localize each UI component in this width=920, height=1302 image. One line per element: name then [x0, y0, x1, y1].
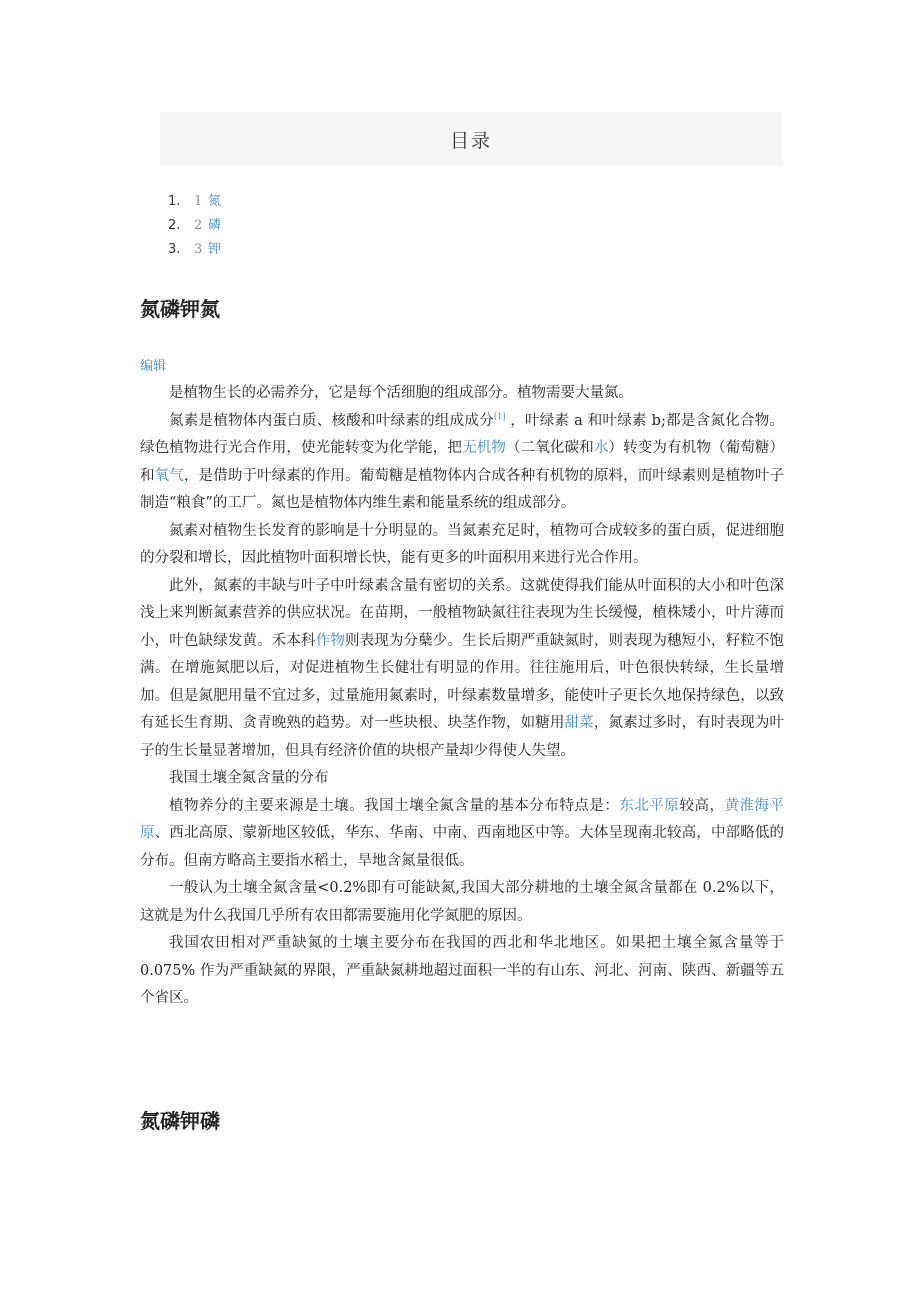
toc-title: 目录 — [449, 130, 492, 152]
text: ，叶绿素 a 和叶绿素 b;都是含氮化合物。绿色植物进行光合作用，使光能转变为化学能，把 — [140, 412, 785, 456]
section-heading-nitrogen: 氮磷钾氮 — [140, 297, 220, 321]
toc-item-number: 3. — [168, 242, 181, 257]
link-crops[interactable]: 作物 — [315, 632, 345, 649]
toc-link-potassium[interactable]: 钾 — [208, 242, 222, 257]
text: ，是借助于叶绿素的作用。葡萄糖是植物体内合成各种有机物的原料，而叶绿素则是植物叶子制造“粮食”的工厂。氮也是植物体内维生素和能量系统的组成部分。 — [140, 467, 784, 511]
toc-item-3[interactable] — [168, 238, 221, 262]
paragraph-2 — [140, 408, 784, 518]
text: 此外，氮素的丰缺与叶子中叶绿素含量有密切的关系。这就使得我们能从叶面积的大小和叶色深浅上来判断氮素营养的供应状况。在苗期，一般植物缺氮往往表现为生长缓慢，植株矮小，叶片薄而小，叶色缺绿发黄。禾本科 — [140, 577, 784, 649]
paragraph-5: 我国土壤全氮含量的分布 — [169, 770, 329, 786]
paragraph-1: 是植物生长的必需养分，它是每个活细胞的组成部分。植物需要大量氮。 — [169, 385, 633, 401]
edit-link[interactable]: 编辑 — [140, 359, 167, 374]
text: ，氮素过多时，有时表现为叶子的生长量显著增加，但具有经济价值的块根产量却少得使人失望。 — [140, 715, 785, 759]
link-inorganic[interactable]: 无机物 — [462, 440, 506, 456]
toc-item-1[interactable] — [168, 190, 221, 214]
text: 较高， — [679, 797, 725, 814]
paragraph-3: 氮素对植物生长发育的影响是十分明显的。当氮素充足时，植物可合成较多的蛋白质，促进细胞的分裂和增长，因此植物叶面积增长快，能有更多的叶面积用来进行光合作用。 — [140, 522, 784, 566]
toc-item-number: 1. — [168, 194, 181, 209]
text: 、西北高原、蒙新地区较低，华东、华南、中南、西南地区中等。大体呈现南北较高，中部略低的分布。但南方略高主要指水稻土，旱地含氮量很低。 — [140, 825, 784, 869]
toc-list — [168, 190, 221, 262]
article-body — [140, 380, 784, 1013]
toc-link-phosphorus[interactable]: 磷 — [208, 218, 222, 233]
toc-item-index: 1 — [194, 194, 203, 209]
paragraph-6 — [140, 793, 784, 876]
link-northeast-plain[interactable]: 东北平原 — [619, 797, 680, 814]
toc-item-index: 3 — [194, 242, 203, 257]
text: 植物养分的主要来源是土壤。我国土壤全氮含量的基本分布特点是： — [169, 797, 620, 814]
toc-item-number: 2. — [168, 218, 181, 233]
link-huanghuaihai-plain[interactable]: 黄淮海平原 — [140, 797, 785, 841]
text: （二氧化碳和 — [506, 440, 594, 456]
text: ）转变为有机物（葡萄糖）和 — [140, 440, 785, 484]
paragraph-4 — [140, 573, 784, 766]
toc-item-2[interactable] — [168, 214, 221, 238]
paragraph-7: 一般认为土壤全氮含量<0.2%即有可能缺氮,我国大部分耕地的土壤全氮含量都在 0.2%以下，这就是为什么我国几乎所有农田都需要施用化学氮肥的原因。 — [140, 880, 784, 924]
toc-link-nitrogen[interactable]: 氮 — [208, 194, 222, 209]
section-heading-phosphorus: 氮磷钾磷 — [140, 1109, 220, 1133]
link-water[interactable]: 水 — [593, 440, 609, 456]
text: 氮素是植物体内蛋白质、核酸和叶绿素的组成成分 — [169, 412, 494, 429]
link-oxygen[interactable]: 氧气 — [154, 467, 184, 484]
text: 则表现为分蘖少。生长后期严重缺氮时，则表现为穗短小，籽粒不饱满。在增施氮肥以后，对促进植物生长健壮有明显的作用。往往施用后，叶色很快转绿，生长量增加。但是氮肥用量不宜过多，过量施用氮素时，叶绿素数量增多，能使叶子更长久地保持绿色，以致有延长生育期、贪青晚熟的趋势。对一些块根、块茎作物，如糖用 — [140, 632, 785, 731]
citation-link[interactable]: [1] — [493, 411, 506, 421]
toc-box — [160, 112, 782, 166]
toc-item-index: 2 — [194, 218, 203, 233]
paragraph-8: 我国农田相对严重缺氮的土壤主要分布在我国的西北和华北地区。如果把土壤全氮含量等于 0.075% 作为严重缺氮的界限，严重缺氮耕地超过面积一半的有山东、河北、河南、陕西、新疆等五个省区。 — [140, 935, 784, 1006]
link-sugar-beet[interactable]: 甜菜 — [564, 715, 594, 731]
